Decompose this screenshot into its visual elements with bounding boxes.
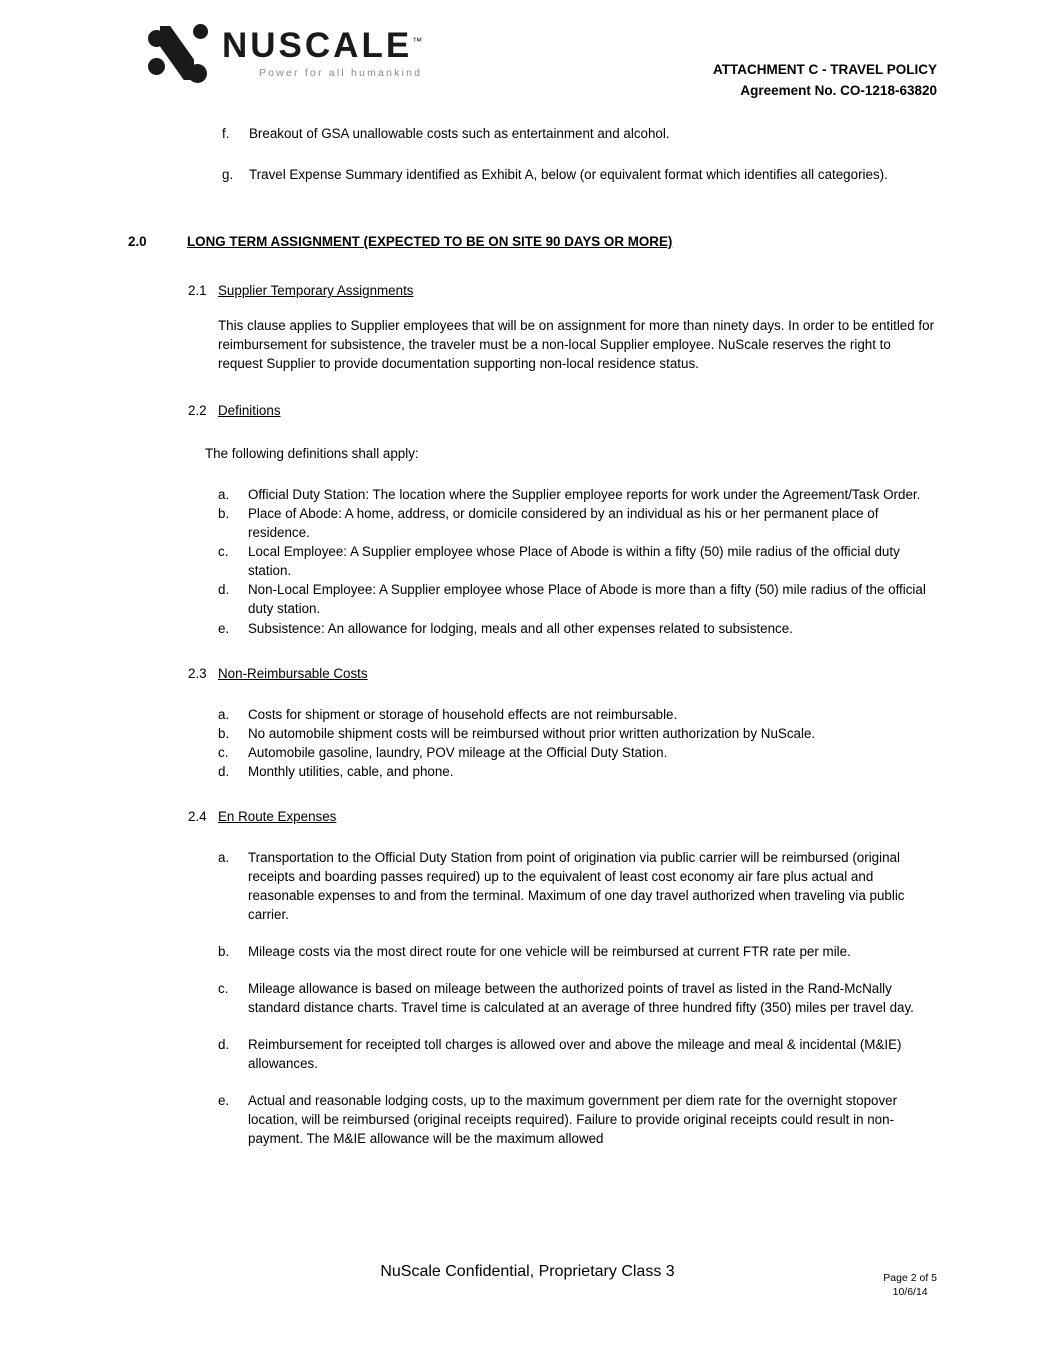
list-item xyxy=(218,979,935,1017)
list-marker: d. xyxy=(218,582,230,598)
list-text: Monthly utilities, cable, and phone. xyxy=(248,763,454,779)
list-item xyxy=(218,1035,935,1073)
subsection-title: Definitions xyxy=(218,403,281,419)
page-info xyxy=(883,1271,937,1299)
list-text: Costs for shipment or storage of household effects are not reimbursable. xyxy=(248,706,678,722)
list-marker: a. xyxy=(218,706,230,722)
list-text: Local Employee: A Supplier employee whose Place of Abode is within a fifty (50) mile radius of the official duty station. xyxy=(248,544,900,579)
list-marker: c. xyxy=(218,744,229,760)
list-item xyxy=(218,724,935,743)
list-marker: e. xyxy=(218,620,230,636)
subsection-heading-2-4 xyxy=(188,807,1055,826)
page-footer xyxy=(0,1263,1055,1323)
list-text: Travel Expense Summary identified as Exhibit A, below (or equivalent format which identifies all categories). xyxy=(249,167,888,183)
continued-list xyxy=(222,124,935,184)
subsection-number: 2.2 xyxy=(188,403,207,419)
list-text: Breakout of GSA unallowable costs such as entertainment and alcohol. xyxy=(249,126,670,141)
logo-tagline: Power for all humankind xyxy=(258,66,423,79)
list-text: Mileage costs via the most direct route for one vehicle will be reimbursed at current FTR rate per mile. xyxy=(248,943,851,959)
document-date: 10/6/14 xyxy=(892,1286,928,1299)
list-item xyxy=(218,942,935,961)
list-marker: c. xyxy=(218,544,229,560)
agreement-number: Agreement No. CO-1218-63820 xyxy=(740,82,937,98)
list-item xyxy=(218,485,935,504)
list-marker: a. xyxy=(218,487,230,503)
subsection-heading-2-3 xyxy=(188,664,1055,683)
subsection-title: En Route Expenses xyxy=(218,808,337,824)
list-text: Actual and reasonable lodging costs, up to the maximum government per diem rate for the overnight stopover location, will be reimbursed (original receipts required). Failure to provide original receipts could result in non-payment. The M&IE allowance will be the maximum allowed xyxy=(248,1093,898,1147)
list-text: No automobile shipment costs will be reimbursed without prior written authorization by NuScale. xyxy=(248,725,816,741)
list-text: Official Duty Station: The location where the Supplier employee reports for work under the Agreement/Task Order. xyxy=(248,487,921,503)
subsection-number: 2.3 xyxy=(188,665,207,681)
confidentiality-notice: NuScale Confidential, Proprietary Class 3 xyxy=(380,1263,675,1280)
subsection-title: Non-Reimbursable Costs xyxy=(218,665,368,681)
section-number: 2.0 xyxy=(128,234,147,250)
list-text: Non-Local Employee: A Supplier employee whose Place of Abode is more than a fifty (50) mile radius of the official duty station. xyxy=(248,582,926,617)
list-item xyxy=(222,165,935,184)
definitions-list xyxy=(218,485,935,637)
paragraph-2-2-lead: The following definitions shall apply: xyxy=(205,446,419,462)
list-text: Automobile gasoline, laundry, POV mileage at the Official Duty Station. xyxy=(248,744,668,760)
section-heading-2-0 xyxy=(128,232,1055,251)
logo-wordmark-text: NUSCALE xyxy=(222,25,413,65)
nuscale-logo xyxy=(148,22,422,84)
list-marker: b. xyxy=(218,943,230,959)
list-marker: d. xyxy=(218,763,230,779)
list-item xyxy=(218,848,935,924)
list-marker: a. xyxy=(218,849,230,865)
subsection-number: 2.1 xyxy=(188,283,207,299)
attachment-title: ATTACHMENT C - TRAVEL POLICY xyxy=(713,62,937,77)
page-number: Page 2 of 5 xyxy=(883,1272,937,1284)
list-marker: c. xyxy=(218,980,229,996)
list-text: Transportation to the Official Duty Station from point of origination via public carrier will be reimbursed (original receipts and boarding passes required) up to the equivalent of least cost economy air fare plus actual and reasonable expenses to and from the terminal. Maximum of one day travel authorized when traveling via public carrier. xyxy=(248,849,905,922)
list-item xyxy=(218,705,935,724)
list-text: Place of Abode: A home, address, or domicile considered by an individual as his or her permanent place of residence. xyxy=(248,506,879,541)
list-item xyxy=(218,580,935,618)
subsection-heading-2-2 xyxy=(188,401,1055,420)
list-item xyxy=(222,124,935,143)
logo-text xyxy=(222,25,423,79)
list-item xyxy=(218,542,935,580)
list-marker: b. xyxy=(218,506,230,522)
non-reimbursable-list xyxy=(218,705,935,781)
trademark-symbol: ™ xyxy=(412,35,423,47)
list-text: Reimbursement for receipted toll charges is allowed over and above the mileage and meal & incidental (M&IE) allowances. xyxy=(248,1036,902,1071)
en-route-list xyxy=(218,848,935,1148)
list-marker: e. xyxy=(218,1093,230,1108)
page-header xyxy=(0,0,1055,110)
paragraph-2-1: This clause applies to Supplier employees that will be on assignment for more than ninety days. In order to be entitled for reimbursement for subsistence, the traveler must be a non-local Supplier employee. NuScale reserves the right to request Supplier to provide documentation supporting non-local residence status. xyxy=(218,318,935,372)
list-text: Subsistence: An allowance for lodging, meals and all other expenses related to subsistence. xyxy=(248,620,793,636)
nuscale-logo-icon xyxy=(148,22,210,84)
subsection-title: Supplier Temporary Assignments xyxy=(218,283,414,299)
document-title-block xyxy=(713,60,937,102)
list-text: Mileage allowance is based on mileage between the authorized points of travel as listed in the Rand-McNally standard distance charts. Travel time is calculated at an average of three hundred fifty (350) miles per travel day. xyxy=(248,980,914,1015)
subsection-heading-2-1 xyxy=(188,281,1055,300)
list-marker: g. xyxy=(222,167,234,183)
list-item xyxy=(218,504,935,542)
list-item xyxy=(218,743,935,762)
list-marker: d. xyxy=(218,1036,230,1052)
list-item xyxy=(218,1091,935,1148)
subsection-number: 2.4 xyxy=(188,808,207,824)
document-body xyxy=(0,124,1055,1148)
list-marker: f. xyxy=(222,126,230,141)
list-item xyxy=(218,762,935,781)
list-item xyxy=(218,619,935,638)
logo-wordmark xyxy=(222,25,423,65)
section-title: LONG TERM ASSIGNMENT (EXPECTED TO BE ON SITE 90 DAYS OR MORE) xyxy=(187,234,673,250)
list-marker: b. xyxy=(218,725,230,741)
